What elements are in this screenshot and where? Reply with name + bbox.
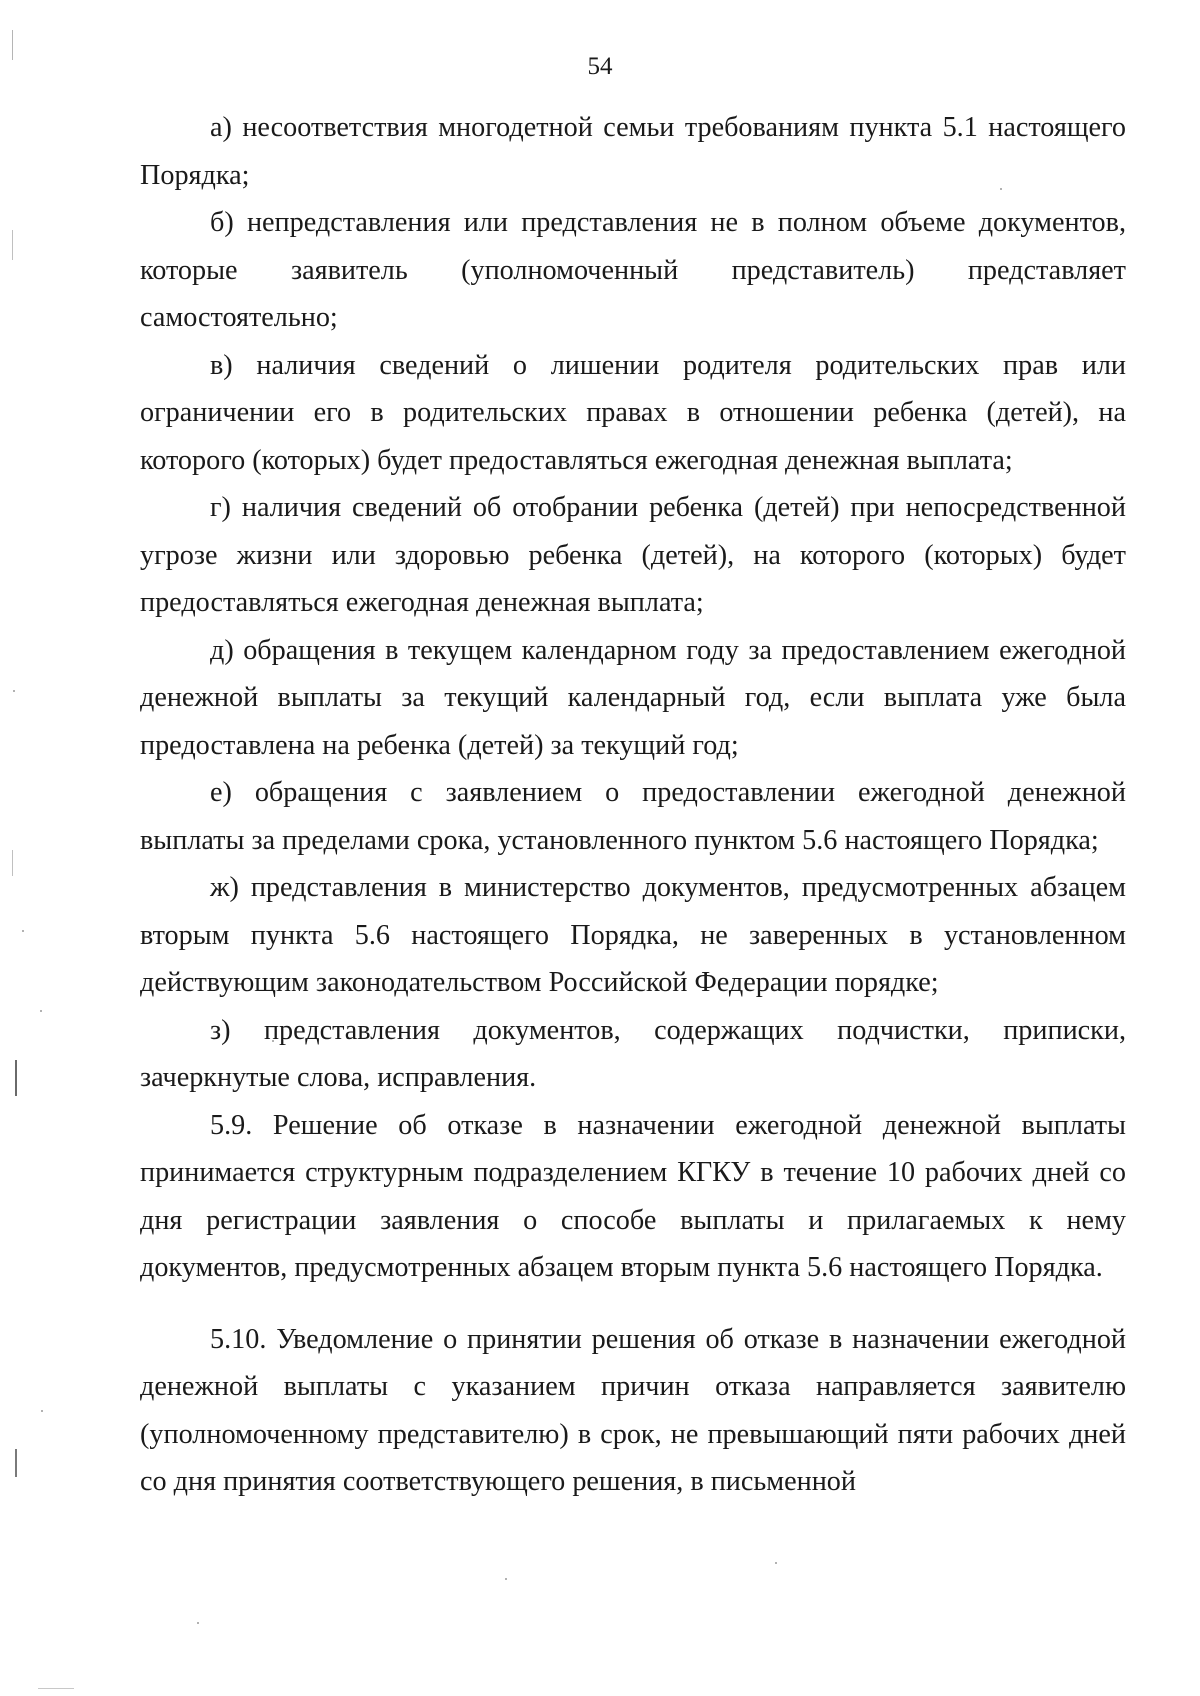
- list-item-d: д) обращения в текущем календарном году за предоставлением ежегодной денежной выплаты за текущий календарный год, если выплата уже была предоставлена на ребенка (детей) за текущий год;: [140, 634, 1126, 761]
- scan-artifact: [22, 930, 24, 932]
- scan-artifact: [38, 1688, 74, 1689]
- scan-artifact: [505, 1578, 507, 1580]
- list-item-z: з) представления документов, содержащих подчистки, приписки, зачеркнутые слова, исправления.: [140, 1014, 1126, 1093]
- list-item-e: е) обращения с заявлением о предоставлении ежегодной денежной выплаты за пределами срока, установленного пунктом 5.6 настоящего Порядка;: [140, 777, 1126, 856]
- scan-artifact: [12, 850, 13, 876]
- scan-artifact: [15, 1449, 17, 1477]
- scan-artifact: [40, 1010, 42, 1012]
- scan-artifact: [12, 230, 13, 260]
- scan-artifact: [775, 1562, 777, 1564]
- list-item-b: б) непредставления или представления не в полном объеме документов, которые заявитель (уполномоченный представитель) представляет самостоятельно;: [140, 207, 1126, 333]
- scan-artifact: [15, 1060, 17, 1096]
- list-item-zh: ж) представления в министерство документов, предусмотренных абзацем вторым пункта 5.6 настоящего Порядка, не заверенных в установленном действующим законодательством Российской Федерации порядке;: [140, 872, 1126, 998]
- scan-artifact: [197, 1622, 199, 1624]
- list-item-v: в) наличия сведений о лишении родителя родительских прав или ограничении его в родительских правах в отношении ребенка (детей), на которого (которых) будет предоставляться ежегодная денежная выплата;: [140, 349, 1126, 476]
- document-body: [140, 104, 1126, 1506]
- list-item-g: г) наличия сведений об отобрании ребенка (детей) при непосредственной угрозе жизни или здоровью ребенка (детей), на которого (которых) будет предоставляться ежегодная денежная выплата;: [140, 492, 1126, 618]
- list-item-a: а) несоответствия многодетной семьи требованиям пункта 5.1 настоящего Порядка;: [140, 112, 1126, 191]
- page-number: 54: [587, 53, 613, 80]
- section-5-9: 5.9. Решение об отказе в назначении ежегодной денежной выплаты принимается структурным подразделением КГКУ в течение 10 рабочих дней со дня регистрации заявления о способе выплаты и прилагаемых к нему документов, предусмотренных абзацем вторым пункта 5.6 настоящего Порядка.: [140, 1109, 1126, 1283]
- scan-artifact: [13, 690, 15, 692]
- section-5-10: 5.10. Уведомление о принятии решения об отказе в назначении ежегодной денежной выплаты с указанием причин отказа направляется заявителю (уполномоченному представителю) в срок, не превышающий пяти рабочих дней со дня принятия соответствующего решения, в письменной: [140, 1323, 1126, 1497]
- scan-artifact: [41, 1410, 43, 1412]
